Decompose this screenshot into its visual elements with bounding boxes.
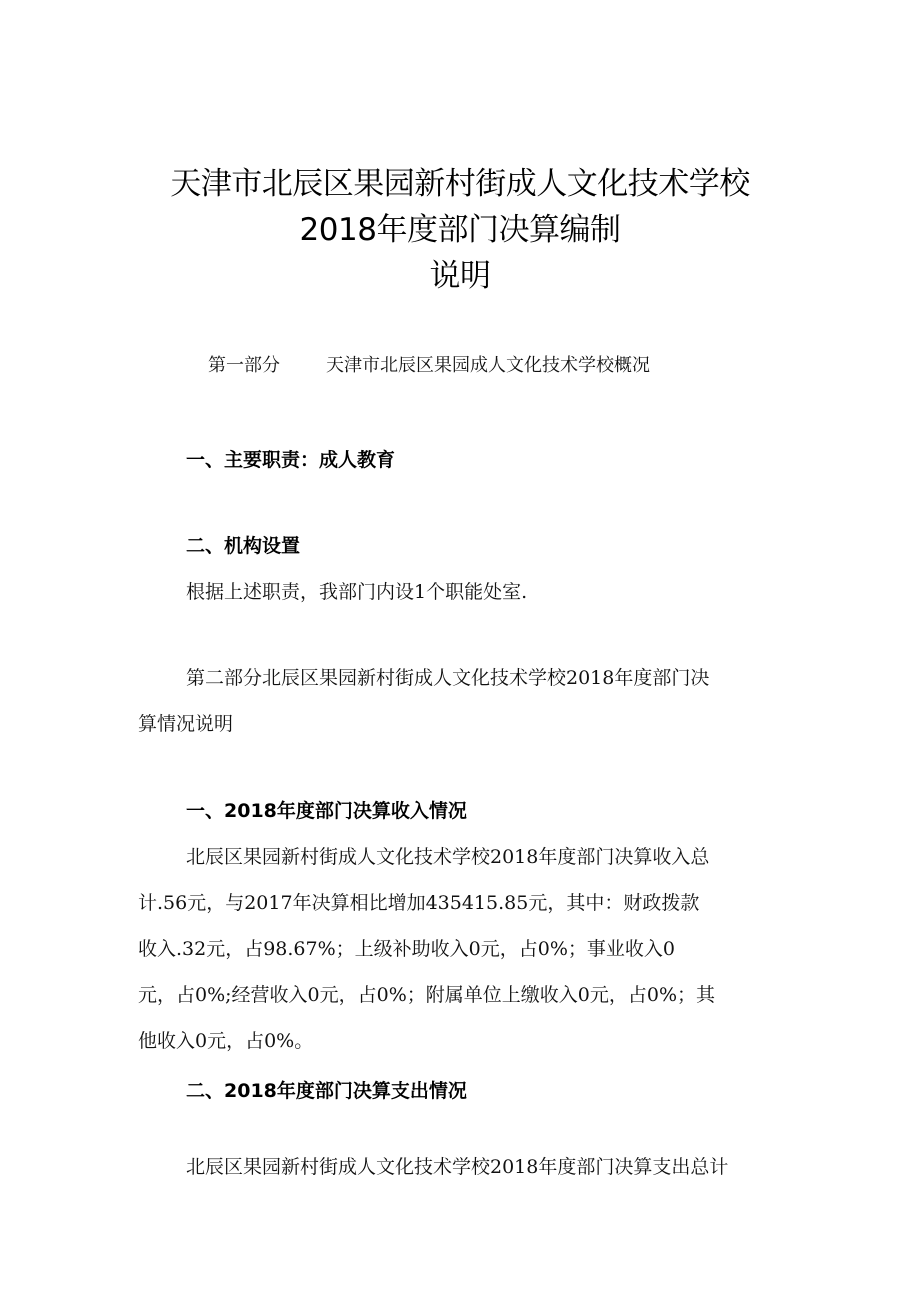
part-two-heading-line-1: 第二部分北辰区果园新村街成人文化技术学校2018年度部门决 [186,667,710,689]
income-paragraph-line: 北辰区果园新村街成人文化技术学校2018年度部门决算收入总 [186,846,710,868]
expense-heading: 二、2018年度部门决算支出情况 [186,1080,467,1102]
income-paragraph-line: 收入.32元，占98.67%；上级补助收入0元，占0%；事业收入0 [138,938,675,960]
document-title-line-1: 天津市北辰区果园新村街成人文化技术学校 [170,166,750,202]
income-paragraph-line: 计.56元，与2017年决算相比增加435415.85元，其中：财政拨款 [138,892,700,914]
document-title-line-3: 说明 [429,258,491,294]
part-one-heading [208,352,650,380]
section-heading-organization: 二、机构设置 [186,535,301,557]
income-heading: 一、2018年度部门决算收入情况 [186,800,467,822]
income-paragraph-line: 元，占0%;经营收入0元，占0%；附属单位上缴收入0元，占0%；其 [138,984,716,1006]
part-one-label: 第一部分 [208,355,280,376]
expense-paragraph-line: 北辰区果园新村街成人文化技术学校2018年度部门决算支出总计 [186,1156,729,1178]
part-two-heading-line-2: 算情况说明 [138,713,234,735]
document-title-line-2: 2018年度部门决算编制 [299,212,621,248]
organization-text: 根据上述职责，我部门内设1个职能处室. [186,581,528,603]
section-heading-responsibilities: 一、主要职责：成人教育 [186,449,396,471]
income-paragraph-line: 他收入0元，占0%。 [138,1030,314,1052]
part-one-text: 天津市北辰区果园成人文化技术学校概况 [326,355,650,376]
